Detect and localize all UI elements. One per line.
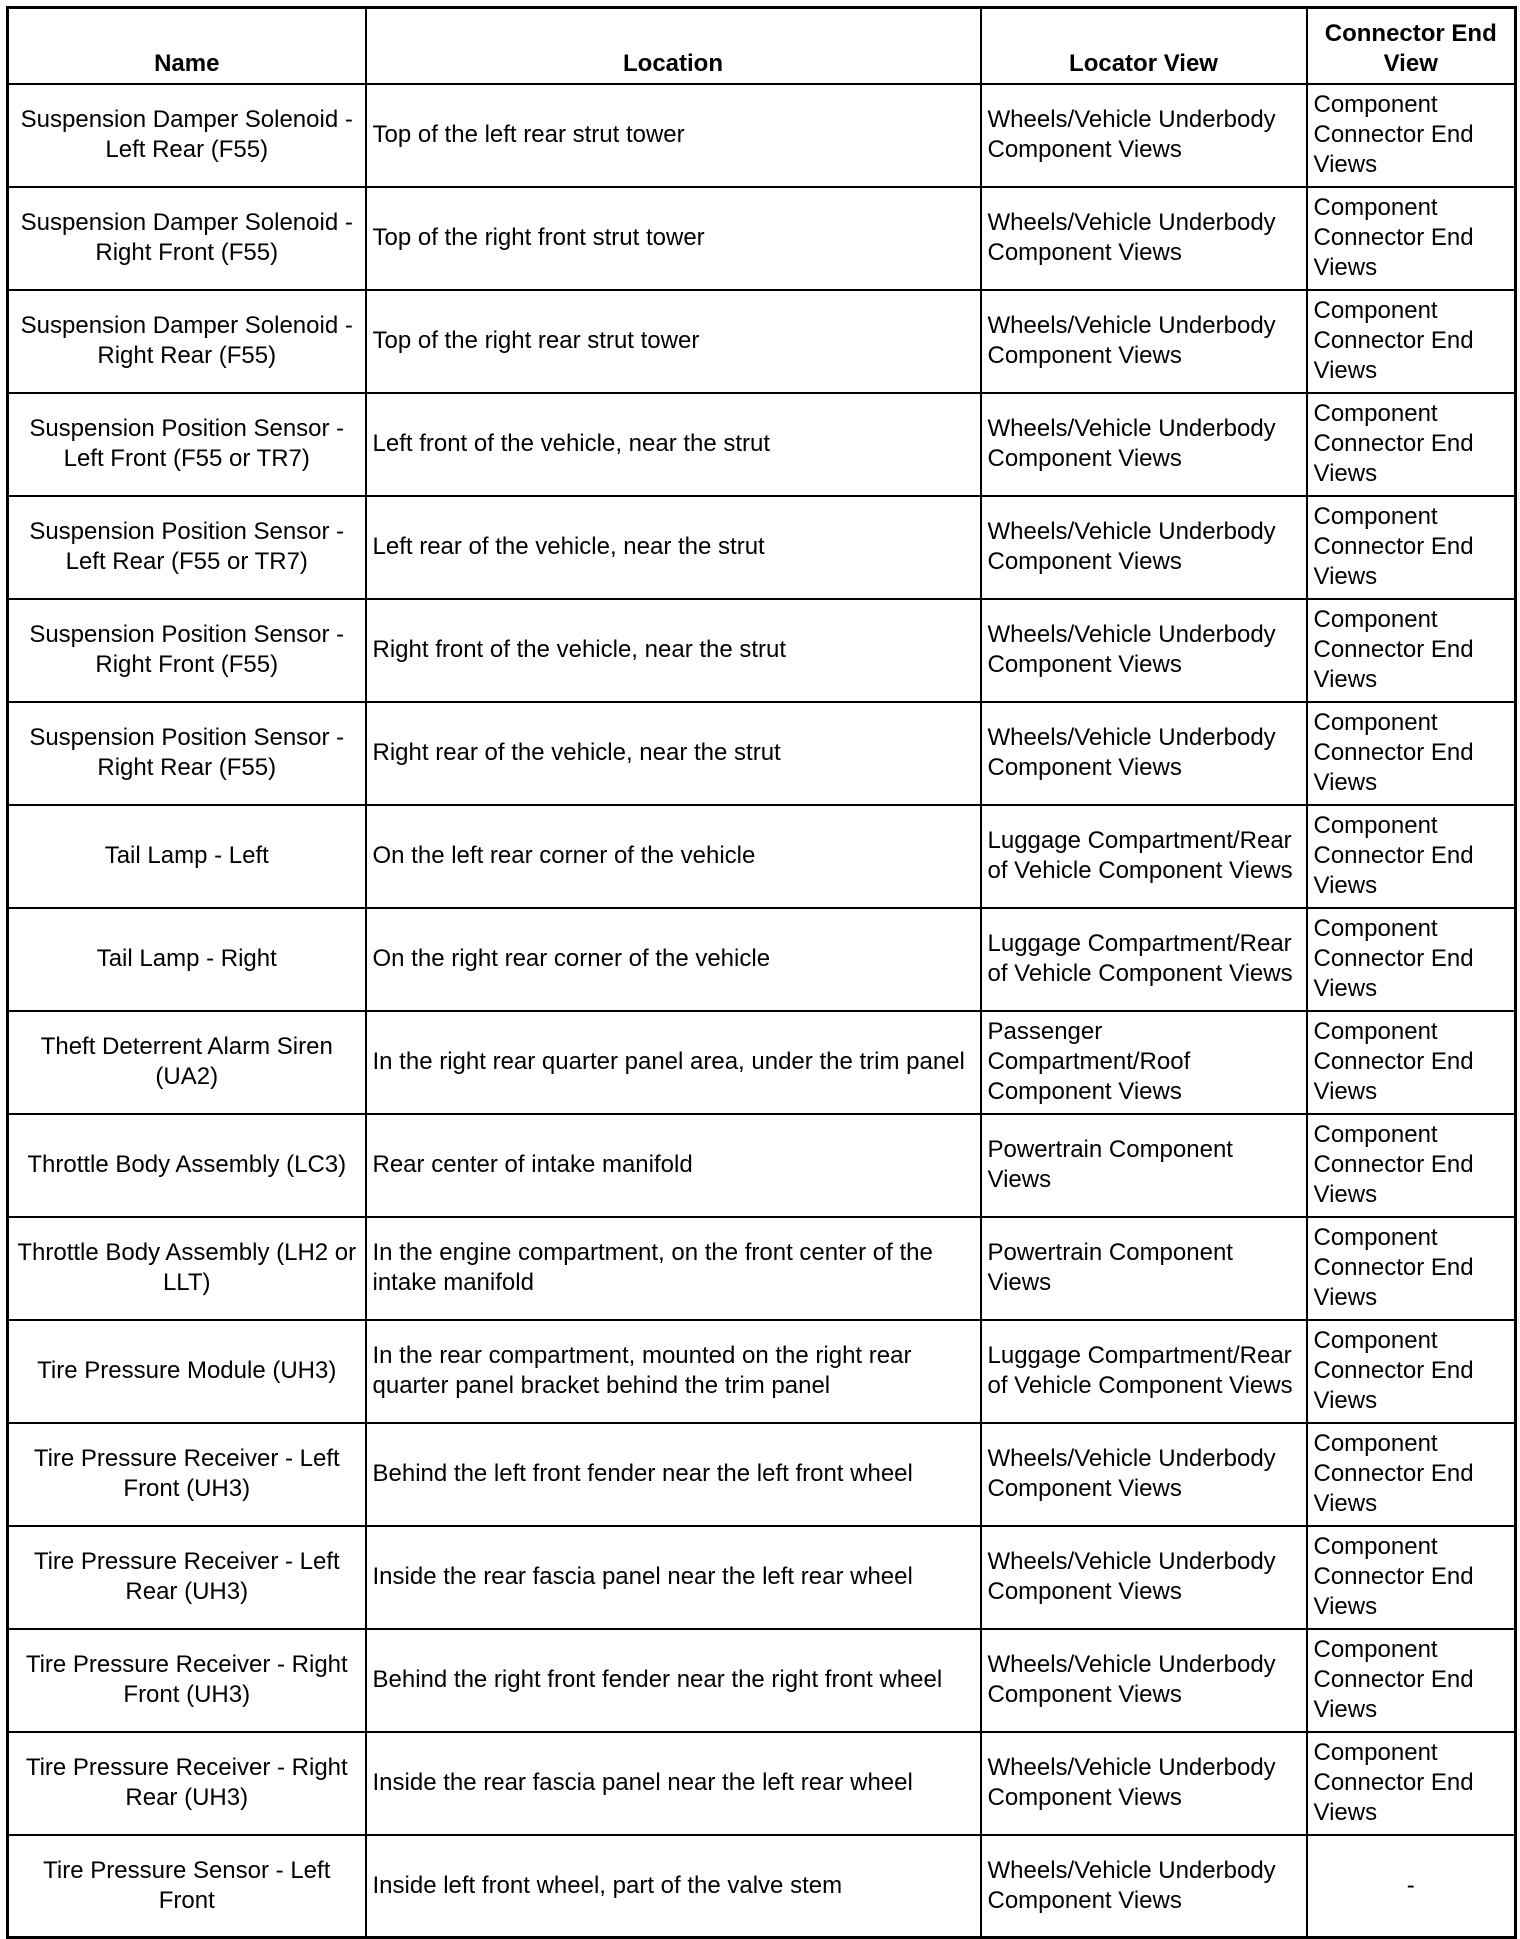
locator-view-cell: Wheels/Vehicle Underbody Component Views	[981, 496, 1307, 599]
component-name-cell: Tire Pressure Receiver - Left Front (UH3)	[8, 1423, 366, 1526]
locator-view-cell: Wheels/Vehicle Underbody Component Views	[981, 1423, 1307, 1526]
location-cell: Inside the rear fascia panel near the left rear wheel	[366, 1526, 981, 1629]
table-row	[8, 1835, 1516, 1938]
connector-end-view-cell: -	[1307, 1835, 1516, 1938]
connector-end-view-cell: Component Connector End Views	[1307, 1320, 1516, 1423]
connector-end-view-cell: Component Connector End Views	[1307, 290, 1516, 393]
table-row	[8, 496, 1516, 599]
table-body	[8, 84, 1516, 1938]
column-header-connector-end-view: Connector End View	[1307, 8, 1516, 84]
component-name-cell: Suspension Position Sensor - Left Front (F55 or TR7)	[8, 393, 366, 496]
component-name-cell: Tire Pressure Sensor - Left Front	[8, 1835, 366, 1938]
component-name-cell: Tail Lamp - Right	[8, 908, 366, 1011]
component-name-cell: Throttle Body Assembly (LH2 or LLT)	[8, 1217, 366, 1320]
connector-end-view-cell: Component Connector End Views	[1307, 599, 1516, 702]
connector-end-view-cell: Component Connector End Views	[1307, 1526, 1516, 1629]
locator-view-cell: Wheels/Vehicle Underbody Component Views	[981, 599, 1307, 702]
table-row	[8, 1526, 1516, 1629]
location-cell: Inside left front wheel, part of the valve stem	[366, 1835, 981, 1938]
connector-end-view-cell: Component Connector End Views	[1307, 1732, 1516, 1835]
column-header-name: Name	[8, 8, 366, 84]
component-name-cell: Tire Pressure Receiver - Left Rear (UH3)	[8, 1526, 366, 1629]
locator-view-cell: Wheels/Vehicle Underbody Component Views	[981, 1835, 1307, 1938]
location-cell: Rear center of intake manifold	[366, 1114, 981, 1217]
connector-end-view-cell: Component Connector End Views	[1307, 702, 1516, 805]
connector-end-view-cell: Component Connector End Views	[1307, 496, 1516, 599]
component-name-cell: Suspension Position Sensor - Right Rear (F55)	[8, 702, 366, 805]
locator-view-cell: Wheels/Vehicle Underbody Component Views	[981, 84, 1307, 187]
location-cell: Left rear of the vehicle, near the strut	[366, 496, 981, 599]
connector-end-view-cell: Component Connector End Views	[1307, 84, 1516, 187]
table-row	[8, 599, 1516, 702]
location-cell: Top of the right rear strut tower	[366, 290, 981, 393]
location-cell: Inside the rear fascia panel near the left rear wheel	[366, 1732, 981, 1835]
connector-end-view-cell: Component Connector End Views	[1307, 393, 1516, 496]
locator-view-cell: Wheels/Vehicle Underbody Component Views	[981, 702, 1307, 805]
table-row	[8, 1011, 1516, 1114]
location-cell: On the left rear corner of the vehicle	[366, 805, 981, 908]
locator-view-cell: Wheels/Vehicle Underbody Component Views	[981, 1526, 1307, 1629]
locator-view-cell: Powertrain Component Views	[981, 1217, 1307, 1320]
connector-end-view-cell: Component Connector End Views	[1307, 1011, 1516, 1114]
locator-view-cell: Passenger Compartment/Roof Component Views	[981, 1011, 1307, 1114]
table-row	[8, 702, 1516, 805]
location-cell: Behind the left front fender near the left front wheel	[366, 1423, 981, 1526]
connector-end-view-cell: Component Connector End Views	[1307, 187, 1516, 290]
location-cell: In the right rear quarter panel area, under the trim panel	[366, 1011, 981, 1114]
table-row	[8, 1217, 1516, 1320]
location-cell: Left front of the vehicle, near the strut	[366, 393, 981, 496]
column-header-location: Location	[366, 8, 981, 84]
location-cell: Top of the left rear strut tower	[366, 84, 981, 187]
location-cell: Top of the right front strut tower	[366, 187, 981, 290]
table-row	[8, 1423, 1516, 1526]
connector-end-view-cell: Component Connector End Views	[1307, 908, 1516, 1011]
component-name-cell: Suspension Position Sensor - Left Rear (F55 or TR7)	[8, 496, 366, 599]
column-header-locator-view: Locator View	[981, 8, 1307, 84]
location-cell: On the right rear corner of the vehicle	[366, 908, 981, 1011]
locator-view-cell: Luggage Compartment/Rear of Vehicle Component Views	[981, 908, 1307, 1011]
locator-view-cell: Wheels/Vehicle Underbody Component Views	[981, 1629, 1307, 1732]
table-row	[8, 908, 1516, 1011]
location-cell: Right rear of the vehicle, near the strut	[366, 702, 981, 805]
table-row	[8, 805, 1516, 908]
connector-end-view-cell: Component Connector End Views	[1307, 1114, 1516, 1217]
component-name-cell: Tire Pressure Receiver - Right Rear (UH3)	[8, 1732, 366, 1835]
locator-view-cell: Wheels/Vehicle Underbody Component Views	[981, 393, 1307, 496]
component-name-cell: Tire Pressure Module (UH3)	[8, 1320, 366, 1423]
component-name-cell: Theft Deterrent Alarm Siren (UA2)	[8, 1011, 366, 1114]
connector-end-view-cell: Component Connector End Views	[1307, 1217, 1516, 1320]
table-row	[8, 1114, 1516, 1217]
component-name-cell: Suspension Damper Solenoid - Right Front (F55)	[8, 187, 366, 290]
locator-view-cell: Luggage Compartment/Rear of Vehicle Component Views	[981, 805, 1307, 908]
table-row	[8, 290, 1516, 393]
locator-view-cell: Luggage Compartment/Rear of Vehicle Component Views	[981, 1320, 1307, 1423]
connector-end-view-cell: Component Connector End Views	[1307, 1423, 1516, 1526]
component-name-cell: Suspension Damper Solenoid - Left Rear (F55)	[8, 84, 366, 187]
location-cell: Behind the right front fender near the right front wheel	[366, 1629, 981, 1732]
location-cell: In the engine compartment, on the front center of the intake manifold	[366, 1217, 981, 1320]
table-row	[8, 1732, 1516, 1835]
table-row	[8, 393, 1516, 496]
table-row	[8, 1320, 1516, 1423]
component-name-cell: Tail Lamp - Left	[8, 805, 366, 908]
table-row	[8, 1629, 1516, 1732]
location-cell: In the rear compartment, mounted on the right rear quarter panel bracket behind the trim panel	[366, 1320, 981, 1423]
component-name-cell: Suspension Position Sensor - Right Front (F55)	[8, 599, 366, 702]
locator-view-cell: Wheels/Vehicle Underbody Component Views	[981, 187, 1307, 290]
locator-view-cell: Wheels/Vehicle Underbody Component Views	[981, 1732, 1307, 1835]
locator-view-cell: Powertrain Component Views	[981, 1114, 1307, 1217]
location-cell: Right front of the vehicle, near the strut	[366, 599, 981, 702]
table-row	[8, 84, 1516, 187]
table-header-row	[8, 8, 1516, 84]
component-name-cell: Throttle Body Assembly (LC3)	[8, 1114, 366, 1217]
component-name-cell: Tire Pressure Receiver - Right Front (UH3)	[8, 1629, 366, 1732]
component-locator-table	[6, 6, 1517, 1939]
locator-view-cell: Wheels/Vehicle Underbody Component Views	[981, 290, 1307, 393]
connector-end-view-cell: Component Connector End Views	[1307, 1629, 1516, 1732]
connector-end-view-cell: Component Connector End Views	[1307, 805, 1516, 908]
component-name-cell: Suspension Damper Solenoid - Right Rear (F55)	[8, 290, 366, 393]
table-row	[8, 187, 1516, 290]
